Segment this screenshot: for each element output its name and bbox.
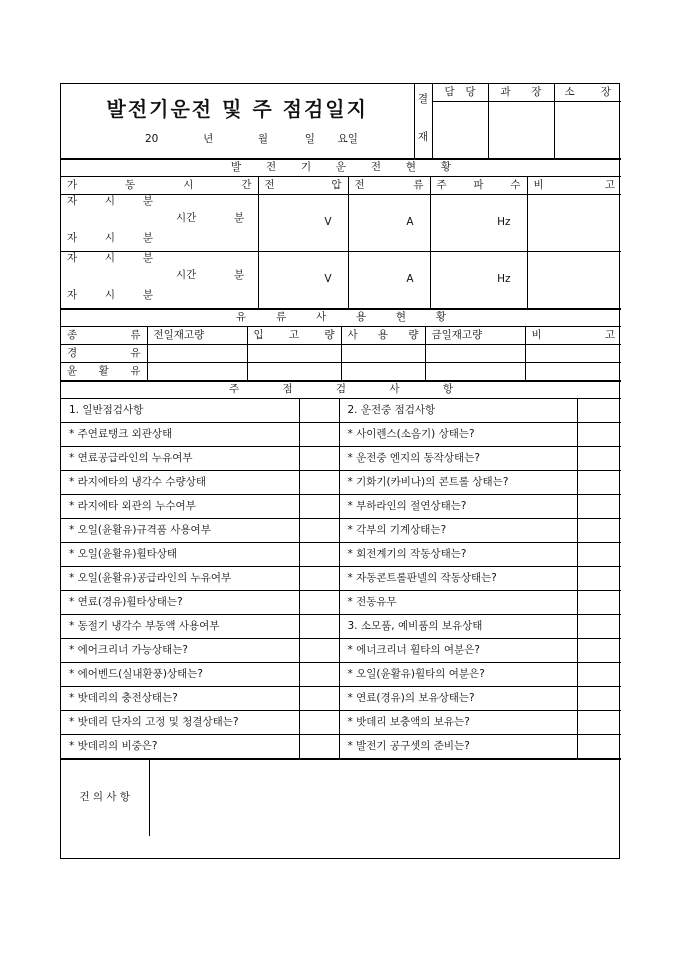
inspection-check-right[interactable] <box>577 495 621 519</box>
lubricant-prev-stock[interactable] <box>147 363 247 381</box>
header-frequency: 주 파 수 <box>430 177 527 195</box>
runtime-cell-2[interactable] <box>61 252 258 309</box>
fuel-table <box>61 309 621 381</box>
runtime-to-2: 자 시 분 <box>67 289 153 301</box>
inspection-item-right: * 회전계기의 작동상태는? <box>339 543 577 567</box>
frequency-cell-1[interactable]: Hz <box>430 195 527 252</box>
current-cell-1[interactable]: A <box>348 195 430 252</box>
inspection-item-right: * 오일(윤활유)휠타의 여분은? <box>339 663 577 687</box>
diesel-today-stock[interactable] <box>425 345 525 363</box>
suggestion-input[interactable] <box>149 760 621 837</box>
voltage-cell-2[interactable]: V <box>258 252 348 309</box>
inspection-check-right[interactable] <box>577 471 621 495</box>
inspection-check-right[interactable] <box>577 591 621 615</box>
approval-jae: 재 <box>417 130 429 143</box>
inspection-check-left[interactable] <box>299 591 339 615</box>
inspection-item-left: * 오일(윤활유)규격품 사용여부 <box>61 519 299 543</box>
approval-sign-director[interactable] <box>554 102 621 159</box>
generation-section-title: 발 전 기 운 전 현 황 <box>61 160 621 177</box>
inspection-item-right: * 자동콘트롤판넬의 작동상태는? <box>339 567 577 591</box>
inspection-check-left[interactable] <box>299 711 339 735</box>
fuel-header-prev-stock: 전일재고량 <box>147 327 247 345</box>
remarks-cell-1[interactable] <box>527 195 621 252</box>
inspection-item-left: * 주연료탱크 외관상태 <box>61 423 299 447</box>
date-prefix: 20 <box>145 133 159 145</box>
inspection-check-right[interactable] <box>577 447 621 471</box>
fuel-header-used: 사 용 량 <box>341 327 425 345</box>
inspection-row <box>61 711 621 735</box>
inspection-item-left: * 라지에타 외관의 누수여부 <box>61 495 299 519</box>
frequency-cell-2[interactable]: Hz <box>430 252 527 309</box>
fuel-header-remarks: 비 고 <box>525 327 621 345</box>
inspection-row <box>61 519 621 543</box>
suggestion-label: 건 의 사 항 <box>61 760 149 837</box>
inspection-log-form <box>60 83 620 859</box>
date-line <box>145 134 358 146</box>
remarks-cell-2[interactable] <box>527 252 621 309</box>
inspection-item-left: * 밧데리의 비중은? <box>61 735 299 759</box>
inspection-item-right: * 부하라인의 절연상태는? <box>339 495 577 519</box>
inspection-row <box>61 687 621 711</box>
approval-role-manager: 과 장 <box>488 84 554 102</box>
header-remarks: 비 고 <box>527 177 621 195</box>
lubricant-received[interactable] <box>247 363 341 381</box>
approval-role-director: 소 장 <box>554 84 621 102</box>
date-day: 일 <box>304 133 315 145</box>
inspection-check-left[interactable] <box>299 423 339 447</box>
inspection-check-right[interactable] <box>577 399 621 423</box>
inspection-check-right[interactable] <box>577 423 621 447</box>
inspection-item-left: * 연료공급라인의 누유여부 <box>61 447 299 471</box>
inspection-item-left: * 연료(경유)휠타상태는? <box>61 591 299 615</box>
runtime-hours-1: 시간 <box>176 212 197 224</box>
inspection-row <box>61 615 621 639</box>
runtime-to-1: 자 시 분 <box>67 232 153 244</box>
inspection-check-left[interactable] <box>299 639 339 663</box>
lubricant-today-stock[interactable] <box>425 363 525 381</box>
inspection-row <box>61 495 621 519</box>
inspection-item-right: * 연료(경유)의 보유상태는? <box>339 687 577 711</box>
current-cell-2[interactable]: A <box>348 252 430 309</box>
inspection-item-right: * 에너크리너 휠타의 여분은? <box>339 639 577 663</box>
inspection-item-right: * 사이렌스(소음기) 상태는? <box>339 423 577 447</box>
inspection-row <box>61 663 621 687</box>
inspection-item-right: * 운전중 엔지의 동작상태는? <box>339 447 577 471</box>
inspection-table <box>61 381 621 759</box>
inspection-check-right[interactable] <box>577 687 621 711</box>
fuel-header-today-stock: 금일재고량 <box>425 327 525 345</box>
inspection-check-left[interactable] <box>299 615 339 639</box>
inspection-check-right[interactable] <box>577 639 621 663</box>
inspection-item-left: * 오일(윤활유)휠타상태 <box>61 543 299 567</box>
title-area <box>61 84 414 159</box>
header-runtime: 가 동 시 간 <box>61 177 258 195</box>
inspection-item-right: * 전동유무 <box>339 591 577 615</box>
inspection-item-left: * 밧데리 단자의 고정 및 청결상태는? <box>61 711 299 735</box>
inspection-row <box>61 567 621 591</box>
fuel-header-received: 입 고 량 <box>247 327 341 345</box>
header-current: 전 류 <box>348 177 430 195</box>
header-table <box>61 84 621 159</box>
inspection-item-right: * 밧데리 보충액의 보유는? <box>339 711 577 735</box>
inspection-item-right: 2. 운전중 점검사항 <box>339 399 577 423</box>
inspection-check-left[interactable] <box>299 471 339 495</box>
voltage-cell-1[interactable]: V <box>258 195 348 252</box>
date-weekday: 요일 <box>337 133 358 145</box>
inspection-check-right[interactable] <box>577 663 621 687</box>
inspection-item-left: * 라지에타의 냉각수 수량상태 <box>61 471 299 495</box>
inspection-item-right: * 각부의 기계상태는? <box>339 519 577 543</box>
fuel-row-diesel: 경 유 <box>61 345 147 363</box>
inspection-row <box>61 447 621 471</box>
approval-role-staff: 담 당 <box>432 84 488 102</box>
inspection-item-right: 3. 소모품, 예비품의 보유상태 <box>339 615 577 639</box>
fuel-section-title: 유 류 사 용 현 황 <box>61 310 621 327</box>
inspection-check-left[interactable] <box>299 735 339 759</box>
date-month: 월 <box>257 133 269 145</box>
header-voltage: 전 압 <box>258 177 348 195</box>
runtime-from-2: 자 시 분 <box>67 252 153 264</box>
runtime-cell-1[interactable] <box>61 195 258 252</box>
inspection-check-right[interactable] <box>577 735 621 759</box>
inspection-check-left[interactable] <box>299 519 339 543</box>
lubricant-used[interactable] <box>341 363 425 381</box>
inspection-item-left: * 밧데리의 충전상태는? <box>61 687 299 711</box>
inspection-check-right[interactable] <box>577 615 621 639</box>
inspection-row <box>61 471 621 495</box>
inspection-row <box>61 735 621 759</box>
inspection-item-right: * 기화기(카비나)의 콘트롤 상태는? <box>339 471 577 495</box>
inspection-item-right: * 발전기 공구셋의 준비는? <box>339 735 577 759</box>
date-year: 년 <box>203 133 214 145</box>
runtime-minutes-1: 분 <box>234 212 245 224</box>
inspection-item-left: * 에어크리너 가능상태는? <box>61 639 299 663</box>
inspection-item-left: * 오일(윤활유)공급라인의 누유여부 <box>61 567 299 591</box>
inspection-row <box>61 543 621 567</box>
fuel-row-lubricant: 윤 활 유 <box>61 363 147 381</box>
diesel-prev-stock[interactable] <box>147 345 247 363</box>
inspection-check-right[interactable] <box>577 519 621 543</box>
diesel-used[interactable] <box>341 345 425 363</box>
inspection-check-left[interactable] <box>299 687 339 711</box>
inspection-check-left[interactable] <box>299 495 339 519</box>
inspection-check-right[interactable] <box>577 711 621 735</box>
inspection-check-left[interactable] <box>299 663 339 687</box>
approval-gyeol: 결 <box>417 93 429 105</box>
diesel-remarks[interactable] <box>525 345 621 363</box>
inspection-check-left[interactable] <box>299 447 339 471</box>
runtime-hours-2: 시간 <box>176 269 197 281</box>
inspection-item-left: * 동절기 냉각수 부동액 사용여부 <box>61 615 299 639</box>
inspection-check-left[interactable] <box>299 543 339 567</box>
lubricant-remarks[interactable] <box>525 363 621 381</box>
approval-label <box>414 84 432 159</box>
suggestion-table <box>61 759 621 836</box>
inspection-item-left: * 에어벤드(실내환풍)상태는? <box>61 663 299 687</box>
inspection-check-left[interactable] <box>299 399 339 423</box>
inspection-section-title: 주 점 검 사 항 <box>61 382 621 399</box>
approval-sign-manager[interactable] <box>488 102 554 159</box>
inspection-row <box>61 639 621 663</box>
inspection-item-left: 1. 일반점검사항 <box>61 399 299 423</box>
approval-sign-staff[interactable] <box>432 102 488 159</box>
inspection-row <box>61 423 621 447</box>
runtime-minutes-2: 분 <box>234 269 245 281</box>
generation-table <box>61 159 621 309</box>
runtime-from-1: 자 시 분 <box>67 195 153 207</box>
page-title: 발전기운전 및 주 점검일지 <box>106 97 368 121</box>
fuel-header-type: 종 류 <box>61 327 147 345</box>
inspection-check-left[interactable] <box>299 567 339 591</box>
inspection-check-right[interactable] <box>577 543 621 567</box>
inspection-row <box>61 591 621 615</box>
diesel-received[interactable] <box>247 345 341 363</box>
inspection-check-right[interactable] <box>577 567 621 591</box>
inspection-row <box>61 399 621 423</box>
